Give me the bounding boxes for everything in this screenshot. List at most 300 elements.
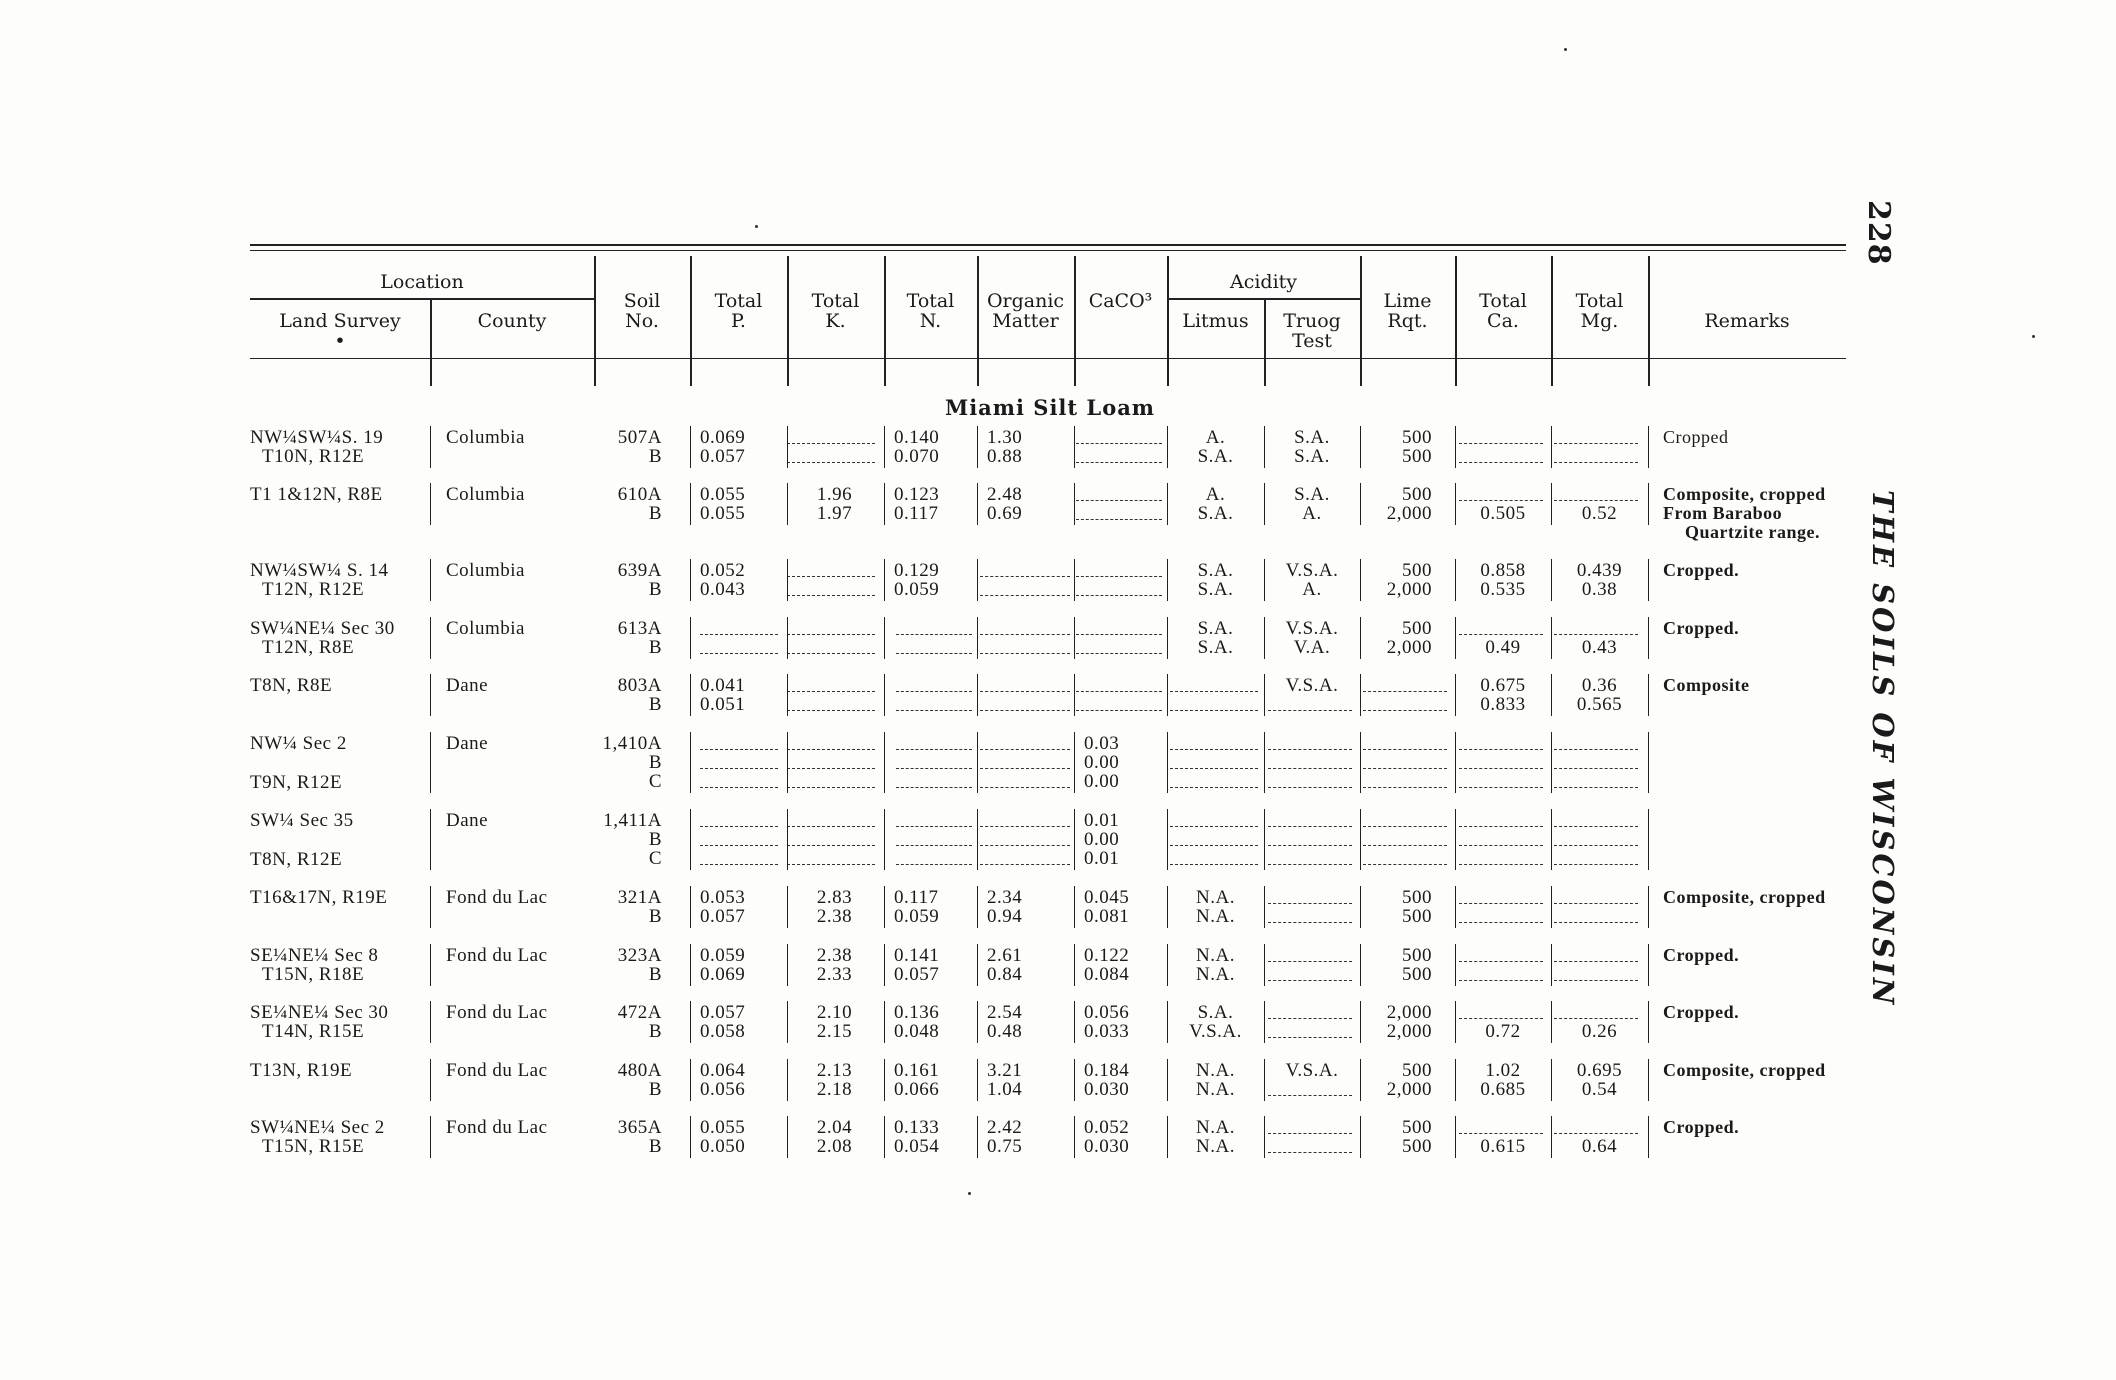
mg-value: 0.54	[1581, 1079, 1618, 1100]
litmus-value: N.A.	[1196, 1060, 1235, 1081]
ca-blank	[1459, 864, 1543, 865]
print-speck	[1564, 48, 1567, 51]
column-rule	[430, 886, 431, 928]
column-rule	[1360, 1116, 1361, 1158]
truog-blank	[1268, 1152, 1352, 1153]
caco3-value: 0.030	[1084, 1079, 1130, 1100]
n-value: 0.123	[894, 484, 940, 505]
land-survey: T12N, R8E	[262, 637, 355, 658]
land-survey: T12N, R12E	[262, 579, 365, 600]
k-value: 2.83	[816, 887, 853, 908]
column-rule	[1455, 809, 1456, 870]
om-value: 0.48	[987, 1021, 1023, 1042]
soil-value: 323A	[617, 945, 662, 966]
column-rule	[430, 559, 431, 601]
column-rule	[884, 483, 885, 525]
mg-blank	[1554, 443, 1638, 444]
k-blank	[787, 710, 875, 711]
column-rule	[1648, 1116, 1649, 1158]
soil-value: B	[648, 906, 662, 927]
mg-value: 0.52	[1581, 503, 1618, 524]
p-blank	[700, 653, 778, 654]
ca-value: 0.49	[1485, 637, 1521, 658]
litmus-blank	[1170, 749, 1258, 750]
column-rule	[1455, 559, 1456, 601]
county: Dane	[446, 675, 489, 696]
column-rule	[977, 809, 978, 870]
n-value: 0.048	[894, 1021, 940, 1042]
litmus-value: S.A.	[1197, 579, 1234, 600]
column-rule	[1264, 483, 1265, 525]
truog-blank	[1268, 826, 1352, 827]
mg-value: 0.36	[1581, 675, 1618, 696]
ca-value: 0.833	[1480, 694, 1526, 715]
column-rule	[430, 1116, 431, 1158]
ca-blank	[1459, 903, 1543, 904]
ca-blank	[1459, 443, 1543, 444]
litmus-value: S.A.	[1197, 446, 1234, 467]
lime-value: 2,000	[1386, 579, 1432, 600]
caco3-blank	[1076, 634, 1162, 635]
column-rule	[1551, 732, 1552, 793]
caco3-value: 0.184	[1084, 1060, 1130, 1081]
county: Fond du Lac	[446, 1060, 548, 1081]
ca-blank	[1459, 787, 1543, 788]
column-rule	[1167, 483, 1168, 525]
remarks-text: Cropped.	[1663, 1002, 1740, 1022]
location-subrule	[250, 298, 594, 300]
column-rule	[690, 1059, 691, 1101]
lime-value: 500	[1402, 427, 1432, 448]
header-location: Location	[380, 271, 464, 293]
column-rule	[1074, 809, 1075, 870]
litmus-blank	[1170, 864, 1258, 865]
lime-value: 2,000	[1386, 1002, 1432, 1023]
county: Columbia	[446, 618, 525, 639]
k-blank	[787, 768, 875, 769]
running-title: THE SOILS OF WISCONSIN	[1866, 490, 1900, 1008]
soil-value: 365A	[617, 1117, 662, 1138]
litmus-value: N.A.	[1196, 906, 1235, 927]
lime-value: 500	[1402, 484, 1432, 505]
mg-blank	[1554, 634, 1638, 635]
column-rule	[884, 944, 885, 986]
om-value: 2.34	[987, 887, 1023, 908]
header-county: County	[477, 310, 547, 332]
n-value: 0.057	[894, 964, 940, 985]
column-rule	[787, 809, 788, 870]
column-rule	[1167, 674, 1168, 716]
land-survey: SW¼ Sec 35	[250, 810, 354, 831]
p-value: 0.050	[700, 1136, 746, 1157]
land-survey: T1 1&12N, R8E	[250, 484, 383, 505]
n-value: 0.066	[894, 1079, 940, 1100]
print-speck	[968, 1192, 971, 1195]
n-blank	[896, 826, 972, 827]
mg-blank	[1554, 1133, 1638, 1134]
n-blank	[896, 845, 972, 846]
column-rule	[690, 1116, 691, 1158]
truog-blank	[1268, 1095, 1352, 1096]
lime-value: 500	[1402, 618, 1432, 639]
county: Columbia	[446, 484, 525, 505]
p-value: 0.055	[700, 1117, 746, 1138]
column-rule	[1455, 944, 1456, 986]
remarks-text: From Baraboo	[1663, 503, 1783, 523]
header-land-survey: Land Survey •	[279, 310, 401, 352]
truog-value: V.S.A.	[1285, 560, 1339, 581]
header-total-mg: Total Mg.	[1575, 290, 1624, 332]
caco3-blank	[1076, 691, 1162, 692]
lime-value: 500	[1402, 964, 1432, 985]
column-rule	[1455, 1116, 1456, 1158]
soil-value: 803A	[617, 675, 662, 696]
p-value: 0.069	[700, 964, 746, 985]
n-value: 0.141	[894, 945, 940, 966]
county: Dane	[446, 810, 489, 831]
lime-value: 500	[1402, 945, 1432, 966]
p-blank	[700, 768, 778, 769]
n-blank	[896, 634, 972, 635]
om-blank	[980, 768, 1070, 769]
mg-value: 0.565	[1576, 694, 1623, 715]
p-value: 0.051	[700, 694, 746, 715]
k-blank	[787, 462, 875, 463]
n-value: 0.054	[894, 1136, 940, 1157]
caco3-value: 0.081	[1084, 906, 1130, 927]
land-survey: T15N, R18E	[262, 964, 365, 985]
soil-value: 639A	[617, 560, 662, 581]
column-rule	[787, 1001, 788, 1043]
k-value: 2.13	[816, 1060, 853, 1081]
remarks-text: Cropped.	[1663, 618, 1740, 638]
soil-value: C	[648, 771, 662, 792]
p-blank	[700, 864, 778, 865]
p-value: 0.057	[700, 906, 746, 927]
n-blank	[896, 710, 972, 711]
om-blank	[980, 845, 1070, 846]
soil-value: C	[648, 848, 662, 869]
land-survey: NW¼ Sec 2	[250, 733, 347, 754]
column-rule	[977, 426, 978, 468]
remarks-text: Cropped	[1663, 427, 1729, 447]
k-value: 2.04	[816, 1117, 853, 1138]
remarks-text: Cropped.	[1663, 560, 1740, 580]
column-rule	[1074, 426, 1075, 468]
lime-value: 500	[1402, 887, 1432, 908]
litmus-value: N.A.	[1196, 1136, 1235, 1157]
ca-value: 0.615	[1480, 1136, 1526, 1157]
om-value: 2.61	[987, 945, 1023, 966]
header-divider	[1074, 256, 1076, 386]
litmus-value: N.A.	[1196, 887, 1235, 908]
p-blank	[700, 634, 778, 635]
column-rule	[1455, 1059, 1456, 1101]
column-rule	[690, 674, 691, 716]
caco3-value: 0.052	[1084, 1117, 1130, 1138]
column-rule	[1074, 559, 1075, 601]
print-speck	[2032, 335, 2035, 338]
om-value: 0.88	[987, 446, 1023, 467]
ca-value: 0.685	[1480, 1079, 1526, 1100]
land-survey: T15N, R15E	[262, 1136, 365, 1157]
truog-blank	[1268, 903, 1352, 904]
caco3-blank	[1076, 710, 1162, 711]
column-rule	[430, 944, 431, 986]
n-value: 0.140	[894, 427, 940, 448]
column-rule	[1360, 674, 1361, 716]
column-rule	[977, 483, 978, 525]
header-remarks: Remarks	[1704, 310, 1790, 332]
column-rule	[1551, 1059, 1552, 1101]
caco3-value: 0.045	[1084, 887, 1130, 908]
caco3-value: 0.00	[1084, 771, 1120, 792]
column-rule	[977, 886, 978, 928]
soil-value: B	[648, 1079, 662, 1100]
land-survey: T13N, R19E	[250, 1060, 353, 1081]
truog-value: A.	[1302, 503, 1322, 524]
p-value: 0.058	[700, 1021, 746, 1042]
column-rule	[1551, 426, 1552, 468]
mg-value: 0.26	[1581, 1021, 1618, 1042]
litmus-blank	[1170, 768, 1258, 769]
column-rule	[977, 732, 978, 793]
column-rule	[884, 559, 885, 601]
k-value: 2.10	[816, 1002, 853, 1023]
column-rule	[430, 483, 431, 525]
column-rule	[1167, 426, 1168, 468]
column-rule	[884, 809, 885, 870]
ca-blank	[1459, 922, 1543, 923]
column-rule	[1264, 732, 1265, 793]
column-rule	[1551, 886, 1552, 928]
column-rule	[1074, 674, 1075, 716]
column-rule	[1167, 1001, 1168, 1043]
land-survey: T14N, R15E	[262, 1021, 365, 1042]
column-rule	[884, 1059, 885, 1101]
land-survey: SW¼NE¼ Sec 2	[250, 1117, 385, 1138]
litmus-value: N.A.	[1196, 1117, 1235, 1138]
caco3-value: 0.122	[1084, 945, 1130, 966]
lime-value: 500	[1402, 906, 1432, 927]
county: Columbia	[446, 427, 525, 448]
om-blank	[980, 595, 1070, 596]
column-rule	[690, 886, 691, 928]
om-value: 2.48	[987, 484, 1023, 505]
om-blank	[980, 787, 1070, 788]
litmus-blank	[1170, 691, 1258, 692]
land-survey: T9N, R12E	[250, 772, 343, 793]
om-value: 1.30	[987, 427, 1023, 448]
k-value: 2.33	[816, 964, 853, 985]
county: Fond du Lac	[446, 945, 548, 966]
column-rule	[1648, 732, 1649, 793]
caco3-blank	[1076, 653, 1162, 654]
om-blank	[980, 576, 1070, 577]
k-blank	[787, 826, 875, 827]
lime-blank	[1363, 864, 1447, 865]
column-rule	[1360, 483, 1361, 525]
litmus-blank	[1170, 845, 1258, 846]
column-rule	[1648, 559, 1649, 601]
remarks-text: Composite, cropped	[1663, 1060, 1826, 1080]
column-rule	[1167, 886, 1168, 928]
p-value: 0.053	[700, 887, 746, 908]
om-blank	[980, 710, 1070, 711]
print-speck	[755, 225, 758, 228]
truog-value: V.S.A.	[1285, 1060, 1339, 1081]
ca-value: 1.02	[1485, 1060, 1521, 1081]
column-rule	[1455, 732, 1456, 793]
p-value: 0.055	[700, 484, 746, 505]
mg-blank	[1554, 980, 1638, 981]
column-rule	[977, 559, 978, 601]
column-rule	[1455, 674, 1456, 716]
soil-value: 507A	[617, 427, 662, 448]
column-rule	[1648, 886, 1649, 928]
mg-value: 0.64	[1581, 1136, 1618, 1157]
ca-blank	[1459, 826, 1543, 827]
column-rule	[1551, 617, 1552, 659]
ca-blank	[1459, 961, 1543, 962]
column-rule	[1455, 426, 1456, 468]
om-value: 1.04	[987, 1079, 1023, 1100]
lime-value: 500	[1402, 446, 1432, 467]
om-value: 0.75	[987, 1136, 1023, 1157]
lime-blank	[1363, 826, 1447, 827]
column-rule	[1167, 1059, 1168, 1101]
mg-blank	[1554, 462, 1638, 463]
p-value: 0.057	[700, 446, 746, 467]
column-rule	[690, 944, 691, 986]
column-rule	[787, 674, 788, 716]
column-rule	[787, 732, 788, 793]
k-blank	[787, 691, 875, 692]
column-rule	[1167, 944, 1168, 986]
land-survey: NW¼SW¼S. 19	[250, 427, 384, 448]
county: Fond du Lac	[446, 1117, 548, 1138]
mg-blank	[1554, 749, 1638, 750]
n-blank	[896, 691, 972, 692]
k-value: 2.38	[816, 906, 853, 927]
p-value: 0.069	[700, 427, 746, 448]
om-value: 0.84	[987, 964, 1023, 985]
lime-value: 2,000	[1386, 1021, 1432, 1042]
truog-value: S.A.	[1294, 446, 1330, 467]
column-rule	[1264, 809, 1265, 870]
mg-value: 0.695	[1576, 1060, 1623, 1081]
land-survey: SE¼NE¼ Sec 8	[250, 945, 379, 966]
county: Fond du Lac	[446, 1002, 548, 1023]
column-rule	[977, 674, 978, 716]
litmus-value: V.S.A.	[1189, 1021, 1242, 1042]
ca-blank	[1459, 980, 1543, 981]
ca-value: 0.505	[1480, 503, 1526, 524]
header-truog-test: Truog Test	[1283, 310, 1341, 352]
column-rule	[1264, 674, 1265, 716]
truog-value: V.A.	[1293, 637, 1331, 658]
column-rule	[1074, 944, 1075, 986]
p-value: 0.043	[700, 579, 746, 600]
soil-value: B	[648, 503, 662, 524]
column-rule	[1551, 944, 1552, 986]
n-blank	[896, 768, 972, 769]
truog-blank	[1268, 864, 1352, 865]
truog-blank	[1268, 1133, 1352, 1134]
column-rule	[690, 732, 691, 793]
ca-blank	[1459, 768, 1543, 769]
om-blank	[980, 826, 1070, 827]
n-blank	[896, 864, 972, 865]
mg-blank	[1554, 500, 1638, 501]
litmus-value: N.A.	[1196, 1079, 1235, 1100]
k-blank	[787, 787, 875, 788]
p-blank	[700, 845, 778, 846]
column-rule	[1264, 617, 1265, 659]
caco3-blank	[1076, 500, 1162, 501]
column-rule	[1264, 1116, 1265, 1158]
column-rule	[884, 426, 885, 468]
column-rule	[1074, 483, 1075, 525]
lime-value: 2,000	[1386, 637, 1432, 658]
lime-blank	[1363, 691, 1447, 692]
k-value: 1.96	[816, 484, 853, 505]
n-value: 0.161	[894, 1060, 940, 1081]
n-value: 0.117	[894, 887, 939, 908]
om-blank	[980, 653, 1070, 654]
soil-value: 472A	[617, 1002, 662, 1023]
column-rule	[690, 559, 691, 601]
column-rule	[884, 617, 885, 659]
land-survey: SW¼NE¼ Sec 30	[250, 618, 395, 639]
ca-value: 0.72	[1485, 1021, 1521, 1042]
litmus-value: S.A.	[1197, 1002, 1234, 1023]
column-rule	[430, 674, 431, 716]
k-value: 2.15	[816, 1021, 853, 1042]
ca-blank	[1459, 500, 1543, 501]
lime-blank	[1363, 787, 1447, 788]
column-rule	[1648, 483, 1649, 525]
litmus-value: S.A.	[1197, 637, 1234, 658]
column-rule	[787, 886, 788, 928]
column-rule	[1264, 886, 1265, 928]
column-rule	[1551, 483, 1552, 525]
remarks-text: Composite, cropped	[1663, 887, 1826, 907]
column-rule	[977, 1001, 978, 1043]
om-value: 3.21	[987, 1060, 1023, 1081]
litmus-value: A.	[1205, 427, 1226, 448]
column-rule	[1167, 732, 1168, 793]
k-blank	[787, 443, 875, 444]
litmus-blank	[1170, 826, 1258, 827]
soil-value: 613A	[617, 618, 662, 639]
truog-value: S.A.	[1294, 427, 1330, 448]
header-total-n: Total N.	[906, 290, 955, 332]
remarks-text: Cropped.	[1663, 945, 1740, 965]
k-value: 2.18	[816, 1079, 853, 1100]
p-value: 0.052	[700, 560, 746, 581]
truog-value: V.S.A.	[1285, 675, 1339, 696]
column-rule	[1074, 886, 1075, 928]
soil-value: B	[648, 637, 662, 658]
column-rule	[1264, 944, 1265, 986]
litmus-value: N.A.	[1196, 945, 1235, 966]
k-value: 2.38	[816, 945, 853, 966]
page-number: 228	[1861, 200, 1896, 266]
soil-value: 480A	[617, 1060, 662, 1081]
header-soil-no: Soil No.	[623, 290, 661, 332]
litmus-value: S.A.	[1197, 560, 1234, 581]
